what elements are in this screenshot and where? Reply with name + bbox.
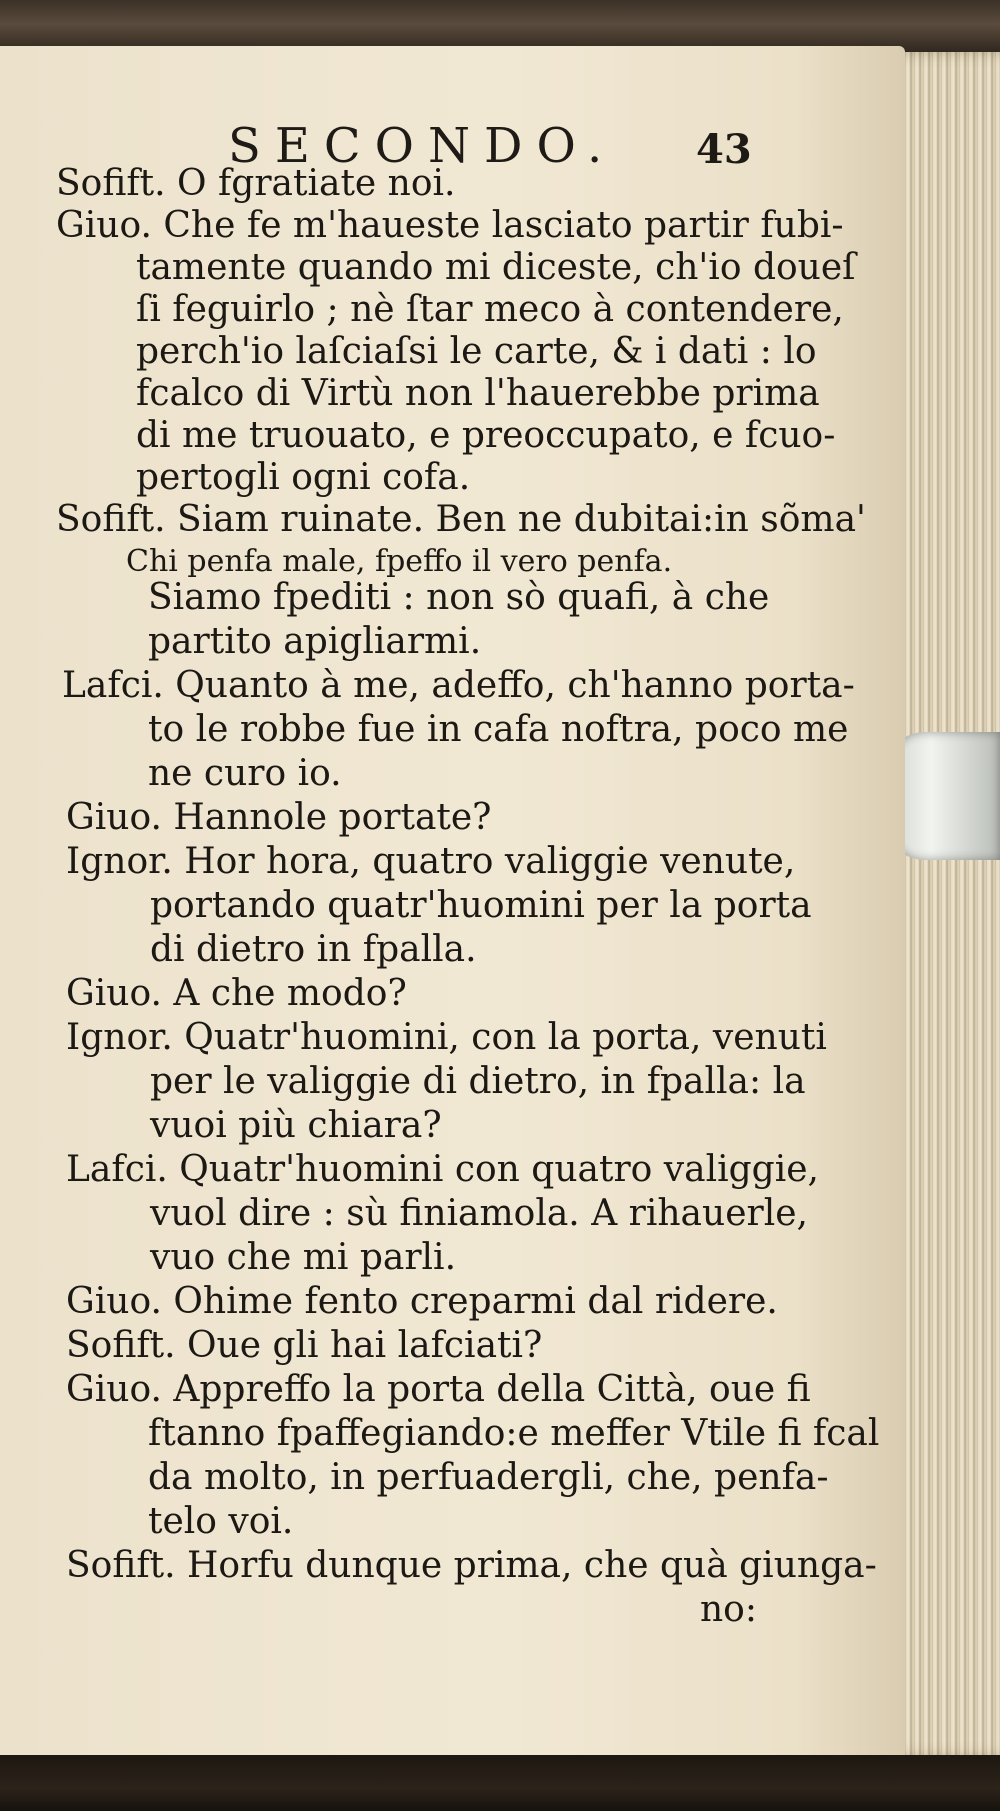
book-bottom-edge — [0, 1755, 1000, 1811]
text-line: tamente quando mi diceste, ch'io doueſ — [136, 247, 856, 288]
text-line: to le robbe fue in cafa noftra, poco me — [148, 709, 849, 750]
text-line: Giuo. Appreffo la porta della Città, oue fi — [66, 1369, 811, 1410]
text-line: Giuo. Che fe m'haueste lasciato partir fubi- — [56, 205, 844, 246]
text-line: di me truouato, e preoccupato, e fcuo- — [136, 415, 836, 456]
text-line: ne curo io. — [148, 753, 342, 794]
text-line: pertogli ogni cofa. — [136, 457, 471, 498]
text-line: perch'io laſciaſsi le carte, & i dati : lo — [136, 331, 817, 372]
text-line: portando quatr'huomini per la porta — [150, 885, 812, 926]
text-line: Chi penfa male, fpeffo il vero penfa. — [126, 544, 673, 579]
text-line: telo voi. — [148, 1501, 294, 1542]
text-line: Lafci. Quatr'huomini con quatro valiggie, — [66, 1149, 819, 1190]
text-line: ſi feguirlo ; nè ſtar meco à contendere, — [136, 289, 844, 330]
text-line: vuol dire : sù finiamola. A rihauerle, — [150, 1193, 808, 1234]
text-line: di dietro in fpalla. — [150, 929, 477, 970]
page-number: 43 — [696, 126, 752, 173]
text-line: ftanno fpaffegiando:e meffer Vtile fi fcal — [148, 1413, 880, 1454]
text-line: Ignor. Hor hora, quatro valiggie venute, — [66, 841, 796, 882]
text-line: Siamo fpediti : non sò quafi, à che — [148, 577, 770, 618]
text-line: Sofift. Oue gli hai lafciati? — [66, 1325, 543, 1366]
text-line: fcalco di Virtù non l'hauerebbe prima — [136, 373, 820, 414]
text-line: vuoi più chiara? — [150, 1105, 442, 1146]
text-line: Lafci. Quanto à me, adeffo, ch'hanno porta- — [62, 665, 855, 706]
text-line: da molto, in perfuadergli, che, penfa- — [148, 1457, 829, 1498]
text-line: Giuo. Ohime fento creparmi dal ridere. — [66, 1281, 778, 1322]
running-title: SECONDO. — [228, 118, 617, 174]
text-line: Sofift. Siam ruinate. Ben ne dubitai:in sõma' — [56, 499, 866, 540]
text-line: Sofift. O fgratiate noi. — [56, 163, 456, 204]
text-line: Giuo. Hannole portate? — [66, 797, 492, 838]
text-line: vuo che mi parli. — [150, 1237, 457, 1278]
text-line: Sofift. Horfu dunque prima, che quà giunga- — [66, 1545, 877, 1586]
text-line: no: — [700, 1589, 757, 1630]
text-line: partito apigliarmi. — [148, 621, 482, 662]
text-line: Giuo. A che modo? — [66, 973, 407, 1014]
text-line: Ignor. Quatr'huomini, con la porta, venuti — [66, 1017, 827, 1058]
text-line: per le valiggie di dietro, in fpalla: la — [150, 1061, 806, 1102]
